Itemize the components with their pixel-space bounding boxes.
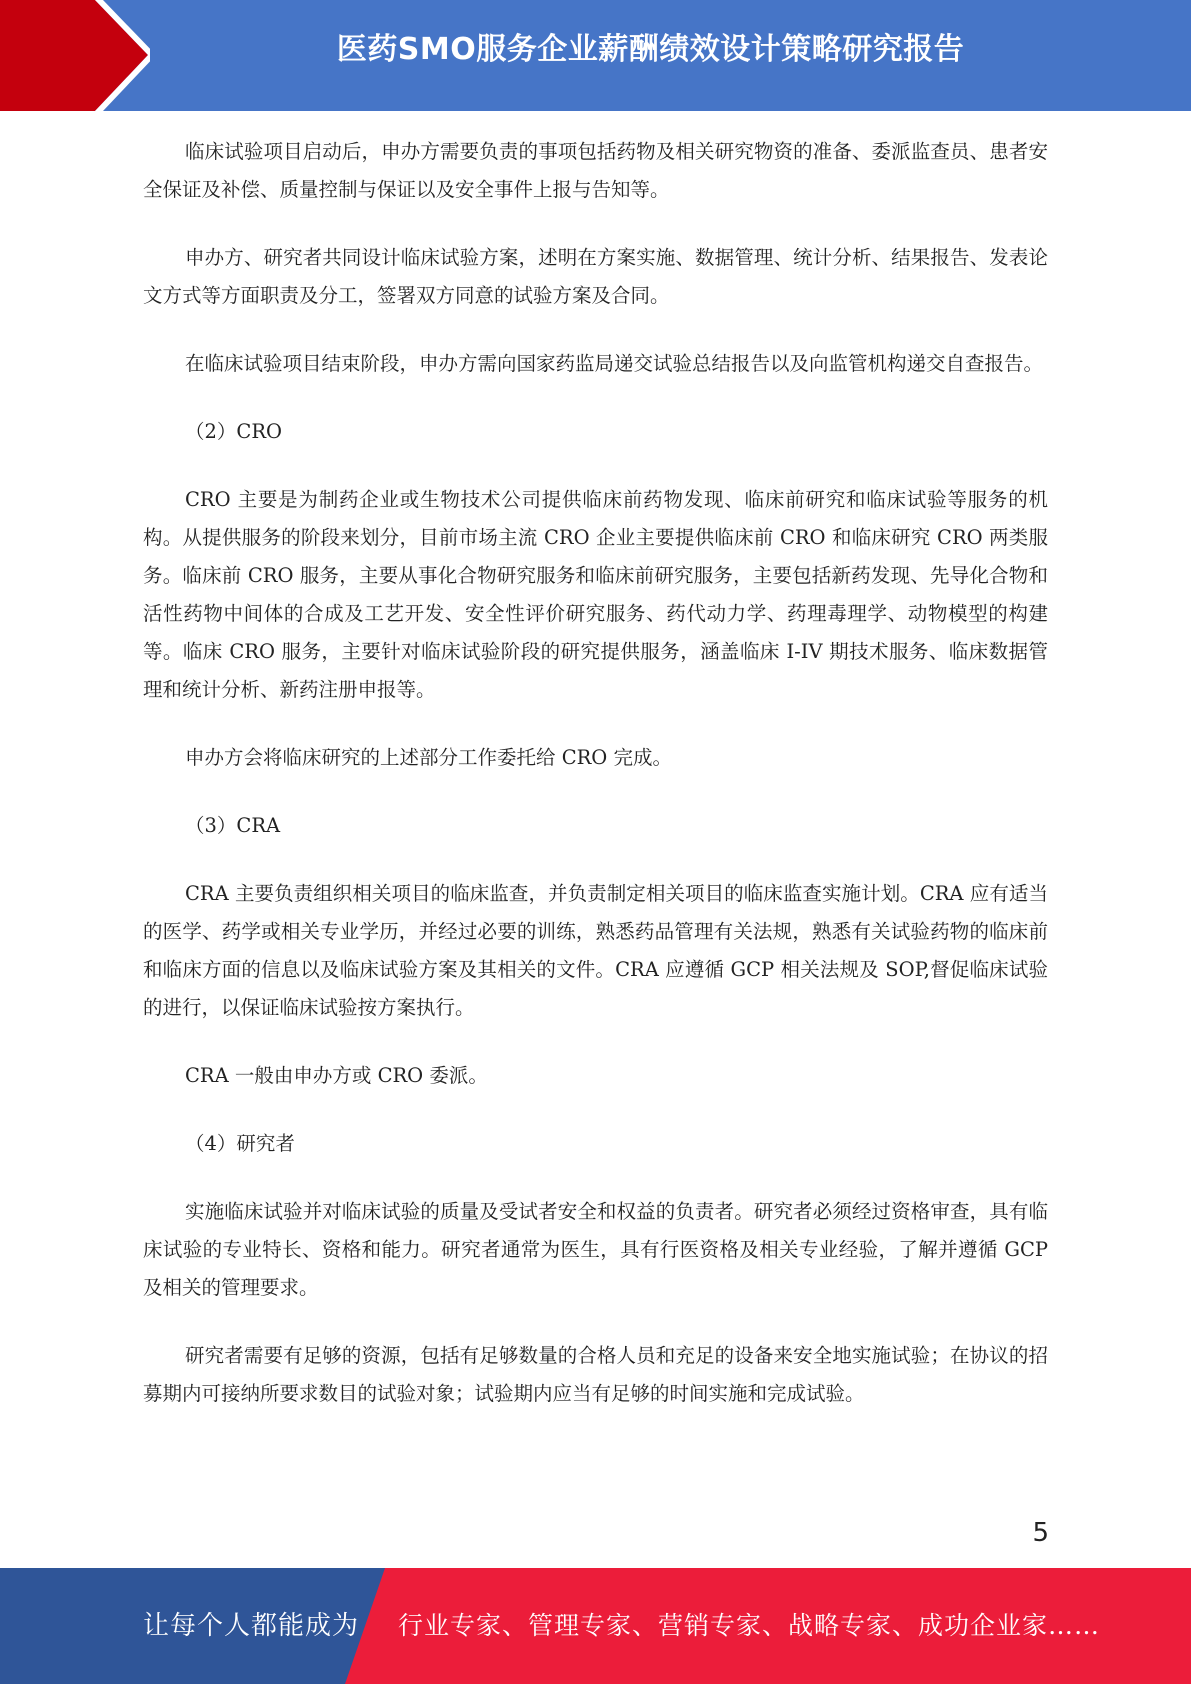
page-footer (0, 1568, 1191, 1684)
paragraph: 申办方、研究者共同设计临床试验方案，述明在方案实施、数据管理、统计分析、结果报告、发表论文方式等方面职责及分工，签署双方同意的试验方案及合同。 (143, 246, 1048, 307)
section-heading-investigator: （4）研究者 (185, 1132, 295, 1155)
section-heading-cro: （2）CRO (185, 420, 282, 443)
page-number: 5 (1032, 1518, 1049, 1548)
page-header (0, 0, 1191, 111)
footer-slogan-right: 行业专家、管理专家、营销专家、战略专家、成功企业家…… (398, 1611, 1101, 1640)
paragraph: 在临床试验项目结束阶段，申办方需向国家药监局递交试验总结报告以及向监管机构递交自查报告。 (185, 352, 1044, 375)
paragraph: 研究者需要有足够的资源，包括有足够数量的合格人员和充足的设备来安全地实施试验；在协议的招募期内可接纳所要求数目的试验对象；试验期内应当有足够的时间实施和完成试验。 (143, 1344, 1048, 1405)
paragraph: 实施临床试验并对临床试验的质量及受试者安全和权益的负责者。研究者必须经过资格审查，具有临床试验的专业特长、资格和能力。研究者通常为医生，具有行医资格及相关专业经验，了解并遵循 GCP 及相关的管理要求。 (143, 1200, 1048, 1299)
paragraph: CRO 主要是为制药企业或生物技术公司提供临床前药物发现、临床前研究和临床试验等服务的机构。从提供服务的阶段来划分，目前市场主流 CRO 企业主要提供临床前 CRO 和临床研究 CRO 两类服务。临床前 CRO 服务，主要从事化合物研究服务和临床前研究服务，主要包括新药发现、先导化合物和活性药物中间体的合成及工艺开发、安全性评价研究服务、药代动力学、药理毒理学、动物模型的构建等。临床 CRO 服务，主要针对临床试验阶段的研究提供服务，涵盖临床 I-IV 期技术服务、临床数据管理和统计分析、新药注册申报等。 (143, 488, 1048, 701)
paragraph: 申办方会将临床研究的上述部分工作委托给 CRO 完成。 (185, 746, 672, 769)
section-heading-cra: （3）CRA (185, 814, 281, 837)
document-body (143, 133, 1048, 1443)
red-chevron-decoration (0, 0, 150, 111)
footer-slogan-left: 让每个人都能成为 (143, 1611, 360, 1641)
report-title: 医药SMO服务企业薪酬绩效设计策略研究报告 (336, 32, 965, 67)
paragraph: 临床试验项目启动后，申办方需要负责的事项包括药物及相关研究物资的准备、委派监查员、患者安全保证及补偿、质量控制与保证以及安全事件上报与告知等。 (143, 140, 1048, 201)
paragraph: CRA 一般由申办方或 CRO 委派。 (185, 1064, 488, 1087)
paragraph: CRA 主要负责组织相关项目的临床监查，并负责制定相关项目的临床监查实施计划。CRA 应有适当的医学、药学或相关专业学历，并经过必要的训练，熟悉药品管理有关法规，熟悉有关试验药物的临床前和临床方面的信息以及临床试验方案及其相关的文件。CRA 应遵循 GCP 相关法规及 SOP,督促临床试验的进行，以保证临床试验按方案执行。 (143, 882, 1048, 1019)
